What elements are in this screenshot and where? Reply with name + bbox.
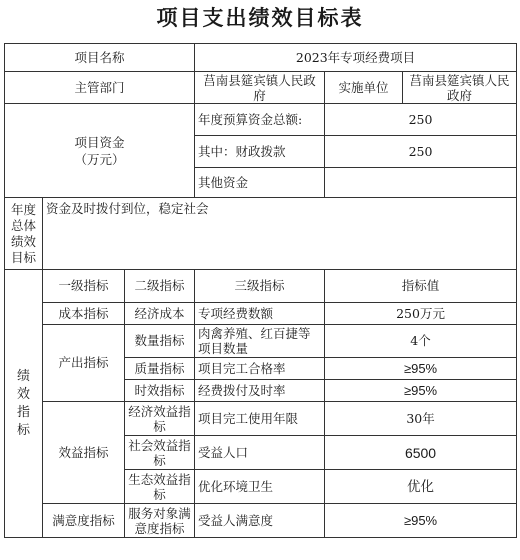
table-row [5,72,517,104]
benefit-l3: 受益人口 [195,436,325,470]
page-title: 项目支出绩效目标表 [156,6,364,30]
benefit-l2: 经济效益指标 [125,402,195,436]
header-level2: 二级指标 [125,270,195,303]
project-name-value: 2023年专项经费项目 [195,44,517,72]
other-value [325,168,517,198]
cost-l3: 专项经费数额 [195,303,325,325]
impl-label: 实施单位 [325,72,403,104]
benefit-value: 30年 [325,402,517,436]
output-l3: 经费拨付及时率 [195,380,325,402]
table-row [5,402,517,436]
output-l3: 项目完工合格率 [195,358,325,380]
benefit-value: 优化 [325,470,517,504]
table-row [5,504,517,538]
output-value: ≥95% [325,358,517,380]
goal-label: 年度总体绩效目标 [10,201,36,265]
header-level1: 一级指标 [43,270,125,303]
benefit-value: 6500 [325,436,517,470]
table-row [5,325,517,358]
project-name-label: 项目名称 [5,44,195,72]
output-l2: 质量指标 [125,358,195,380]
table-row [5,104,517,136]
goal-label-cell [5,198,43,270]
satisfaction-l3: 受益人满意度 [195,504,325,538]
table-row [5,303,517,325]
output-l1: 产出指标 [43,325,125,402]
goal-value: 资金及时拨付到位，稳定社会 [43,198,517,270]
output-l3: 肉禽养殖、红百捷等项目数量 [195,325,325,358]
output-l2: 时效指标 [125,380,195,402]
table-row [5,198,517,270]
cost-value: 250万元 [325,303,517,325]
dept-label: 主管部门 [5,72,195,104]
dept-value: 莒南县筵宾镇人民政府 [195,72,325,104]
table-row [5,44,517,72]
annual-budget-label: 年度预算资金总额: [195,104,325,136]
funds-label: 项目资金 （万元） [5,104,195,198]
header-level3: 三级指标 [195,270,325,303]
cost-l2: 经济成本 [125,303,195,325]
output-value: 4个 [325,325,517,358]
indicators-section-cell [5,270,43,538]
header-value: 指标值 [325,270,517,303]
performance-table [4,43,517,538]
benefit-l2: 社会效益指标 [125,436,195,470]
fiscal-label: 其中：财政拨款 [195,136,325,168]
benefit-l3: 项目完工使用年限 [195,402,325,436]
output-l2: 数量指标 [125,325,195,358]
benefit-l3: 优化环境卫生 [195,470,325,504]
fiscal-value: 250 [325,136,517,168]
impl-value: 莒南县筵宾镇人民政府 [403,72,517,104]
other-label: 其他资金 [195,168,325,198]
benefit-l1: 效益指标 [43,402,125,504]
indicators-section-label: 绩效指标 [16,368,30,438]
annual-budget-value: 250 [325,104,517,136]
satisfaction-l1: 满意度指标 [43,504,125,538]
cost-l1: 成本指标 [43,303,125,325]
table-row [5,270,517,303]
satisfaction-l2: 服务对象满意度指标 [125,504,195,538]
benefit-l2: 生态效益指标 [125,470,195,504]
satisfaction-value: ≥95% [325,504,517,538]
output-value: ≥95% [325,380,517,402]
